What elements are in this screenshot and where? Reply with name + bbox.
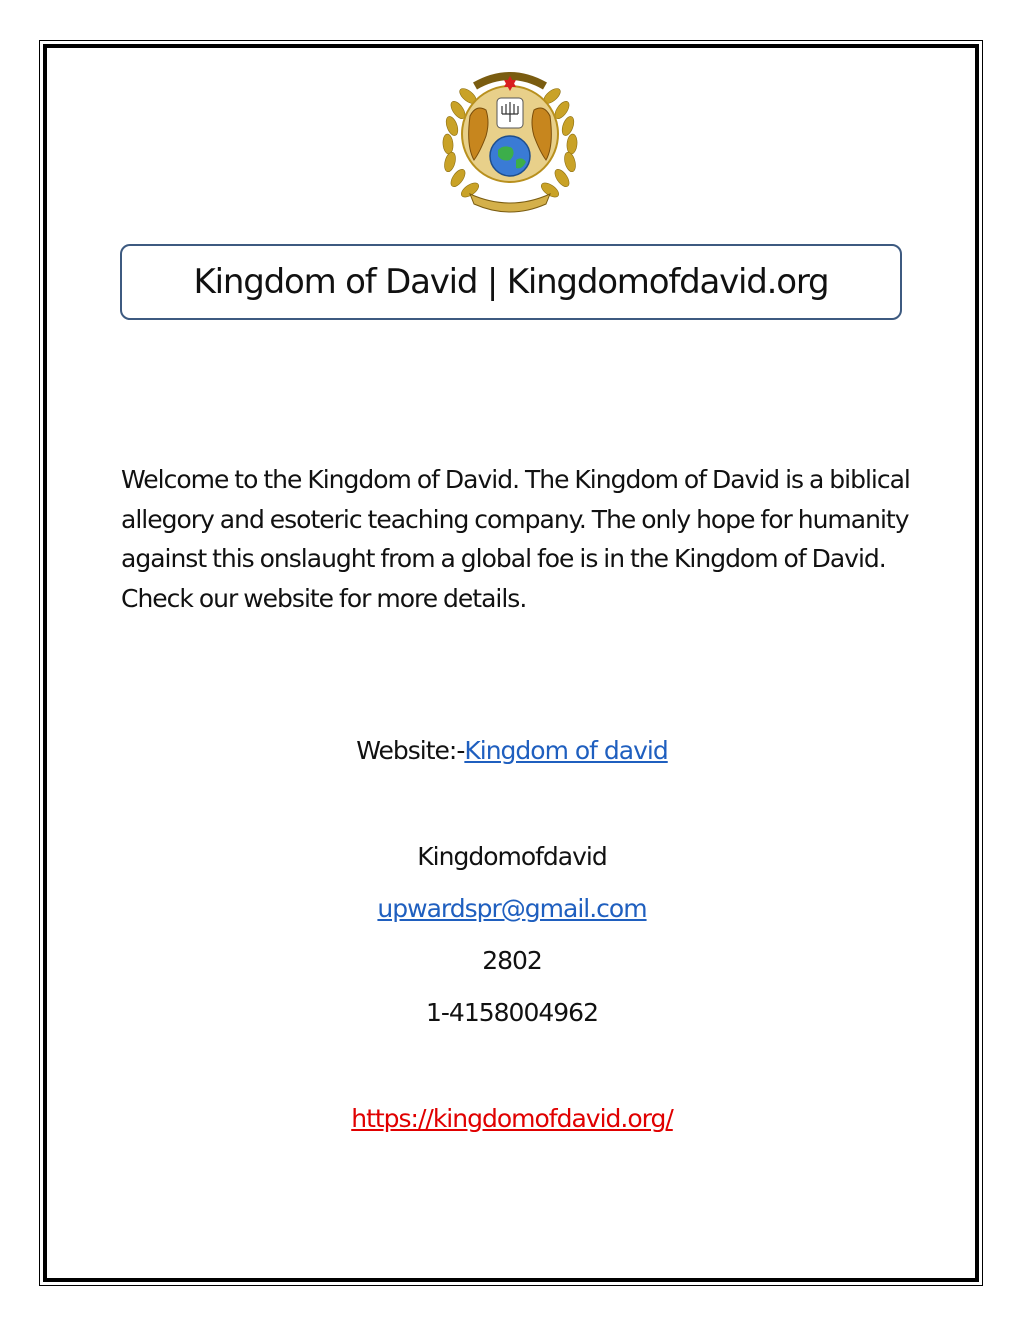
url-line xyxy=(44,1104,980,1133)
website-url-link[interactable]: https://kingdomofdavid.org/ xyxy=(351,1104,673,1133)
page-inner-border xyxy=(43,44,979,1282)
website-link[interactable]: Kingdom of david xyxy=(464,736,668,765)
contact-number: 2802 xyxy=(482,946,542,975)
phone-number: 1-4158004962 xyxy=(426,998,598,1027)
intro-paragraph: Welcome to the Kingdom of David. The Kingdom of David is a biblical allegory and esoteric teaching company. The only hope for humanity against this onslaught from a global foe is in the Kingdom of David. Check our website for more details. xyxy=(121,465,910,613)
kingdom-of-david-seal-icon xyxy=(430,56,590,216)
title-box xyxy=(120,244,902,320)
page-title: Kingdom of David | Kingdomofdavid.org xyxy=(193,262,829,302)
website-label: Website:- xyxy=(356,736,465,765)
website-line xyxy=(44,736,980,765)
email-line xyxy=(44,894,980,923)
email-link[interactable]: upwardspr@gmail.com xyxy=(377,894,647,923)
contact-name: Kingdomofdavid xyxy=(417,842,607,871)
